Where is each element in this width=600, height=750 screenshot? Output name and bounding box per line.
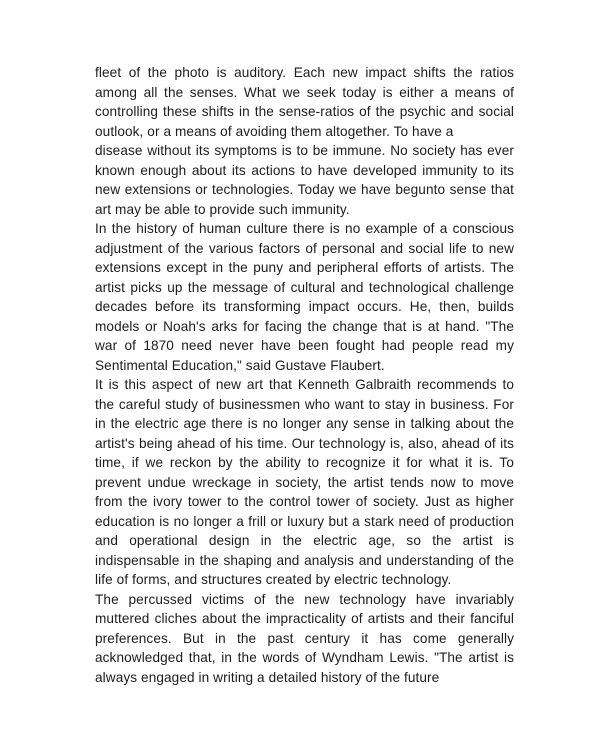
paragraph-5: The percussed victims of the new technology have invariably muttered cliches about the impracticality of artists and their fanciful preferences. But in the past century it has come generally acknowledged that, in the words of Wyndham Lewis. "The artist is always engaged in writing a detailed history of the future (95, 591, 514, 685)
paragraph-3: In the history of human culture there is no example of a conscious adjustment of the various factors of personal and social life to new extensions except in the puny and peripheral efforts of artists. The artist picks up the message of cultural and technological challenge decades before its transforming impact occurs. He, then, builds models or Noah's arks for facing the change that is at hand. "The war of 1870 need never have been fought had people read my Sentimental Education," said Gustave Flaubert. (95, 221, 514, 373)
body-text (95, 63, 514, 687)
paragraph-2: disease without its symptoms is to be immune. No society has ever known enough about its actions to have developed immunity to its new extensions or technologies. Today we have begunto sense that art may be able to provide such immunity. (95, 143, 514, 217)
paragraph-4: It is this aspect of new art that Kenneth Galbraith recommends to the careful study of businessmen who want to stay in business. For in the electric age there is no longer any sense in talking about the artist's being ahead of his time. Our technology is, also, ahead of its time, if we reckon by the ability to recognize it for what it is. To prevent undue wreckage in society, the artist tends now to move from the ivory tower to the control tower of society. Just as higher education is no longer a frill or luxury but a stark need of production and operational design in the electric age, so the artist is indispensable in the shaping and analysis and understanding of the life of forms, and structures created by electric technology. (95, 377, 514, 587)
paragraph-1: fleet of the photo is auditory. Each new impact shifts the ratios among all the senses. What we seek today is either a means of controlling these shifts in the sense-ratios of the psychic and social outlook, or a means of avoiding them altogether. To have a (95, 65, 514, 139)
